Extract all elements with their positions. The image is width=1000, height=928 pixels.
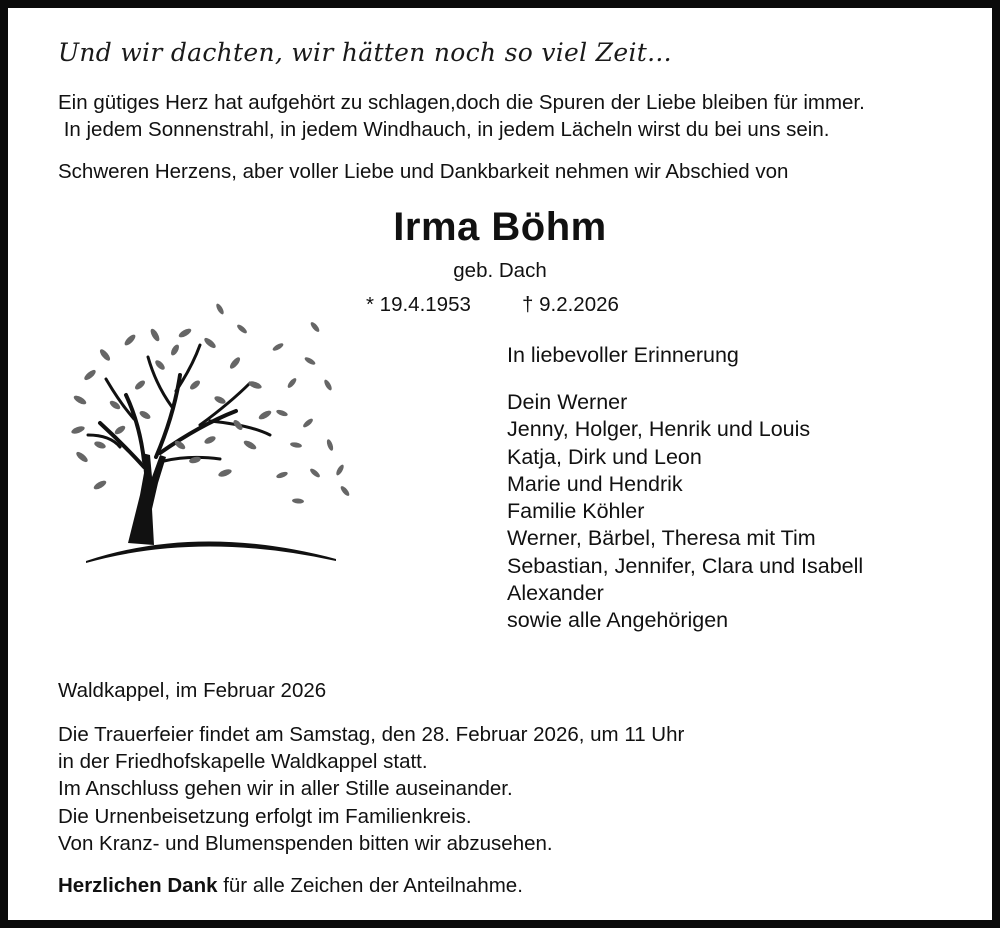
ceremony-line: Von Kranz- und Blumenspenden bitten wir abzusehen.: [58, 831, 553, 855]
thanks-line: [58, 872, 523, 899]
mourner-line: Alexander: [507, 581, 604, 606]
ceremony-details: [58, 721, 684, 857]
mourner-line: Sebastian, Jennifer, Clara und Isabell: [507, 553, 864, 578]
ceremony-line: Die Urnenbeisetzung erfolgt im Familienkreis.: [58, 804, 472, 828]
motto: Und wir dachten, wir hätten noch so viel Zeit...: [58, 38, 672, 67]
place-date: Waldkappel, im Februar 2026: [58, 679, 327, 702]
mourner-line: Familie Köhler: [507, 499, 645, 524]
intro-line-1: Ein gütiges Herz hat aufgehört zu schlagen,doch die Spuren der Liebe bleiben für immer.: [58, 91, 865, 114]
deceased-name: Irma Böhm: [393, 205, 607, 249]
mourner-line: Katja, Dirk und Leon: [507, 444, 702, 469]
farewell-line: Schweren Herzens, aber voller Liebe und Dankbarkeit nehmen wir Abschied von: [58, 160, 789, 183]
birth-name: geb. Dach: [453, 259, 547, 282]
mourner-line: Marie und Hendrik: [507, 471, 683, 496]
ceremony-line: Die Trauerfeier findet am Samstag, den 28. Februar 2026, um 11 Uhr: [58, 723, 685, 746]
ceremony-line: Im Anschluss gehen wir in aller Stille auseinander.: [58, 777, 513, 801]
memory-line: In liebevoller Erinnerung: [507, 343, 739, 367]
intro-line-2: In jedem Sonnenstrahl, in jedem Windhauch, in jedem Lächeln wirst du bei uns sein.: [58, 118, 830, 141]
mourner-line: Jenny, Holger, Henrik und Louis: [507, 417, 811, 442]
death-date: † 9.2.2026: [522, 293, 619, 316]
mourner-line: Dein Werner: [507, 390, 628, 414]
thanks-rest: für alle Zeichen der Anteilnahme.: [217, 874, 523, 897]
tree-with-blowing-leaves-icon: [60, 295, 360, 570]
thanks-bold: Herzlichen Dank: [58, 874, 218, 897]
ceremony-line: in der Friedhofskapelle Waldkappel statt.: [58, 750, 428, 774]
birth-date: * 19.4.1953: [366, 293, 471, 316]
mourner-line: Werner, Bärbel, Theresa mit Tim: [507, 526, 816, 551]
mourners-list: [507, 389, 863, 635]
mourner-line: sowie alle Angehörigen: [507, 608, 729, 633]
